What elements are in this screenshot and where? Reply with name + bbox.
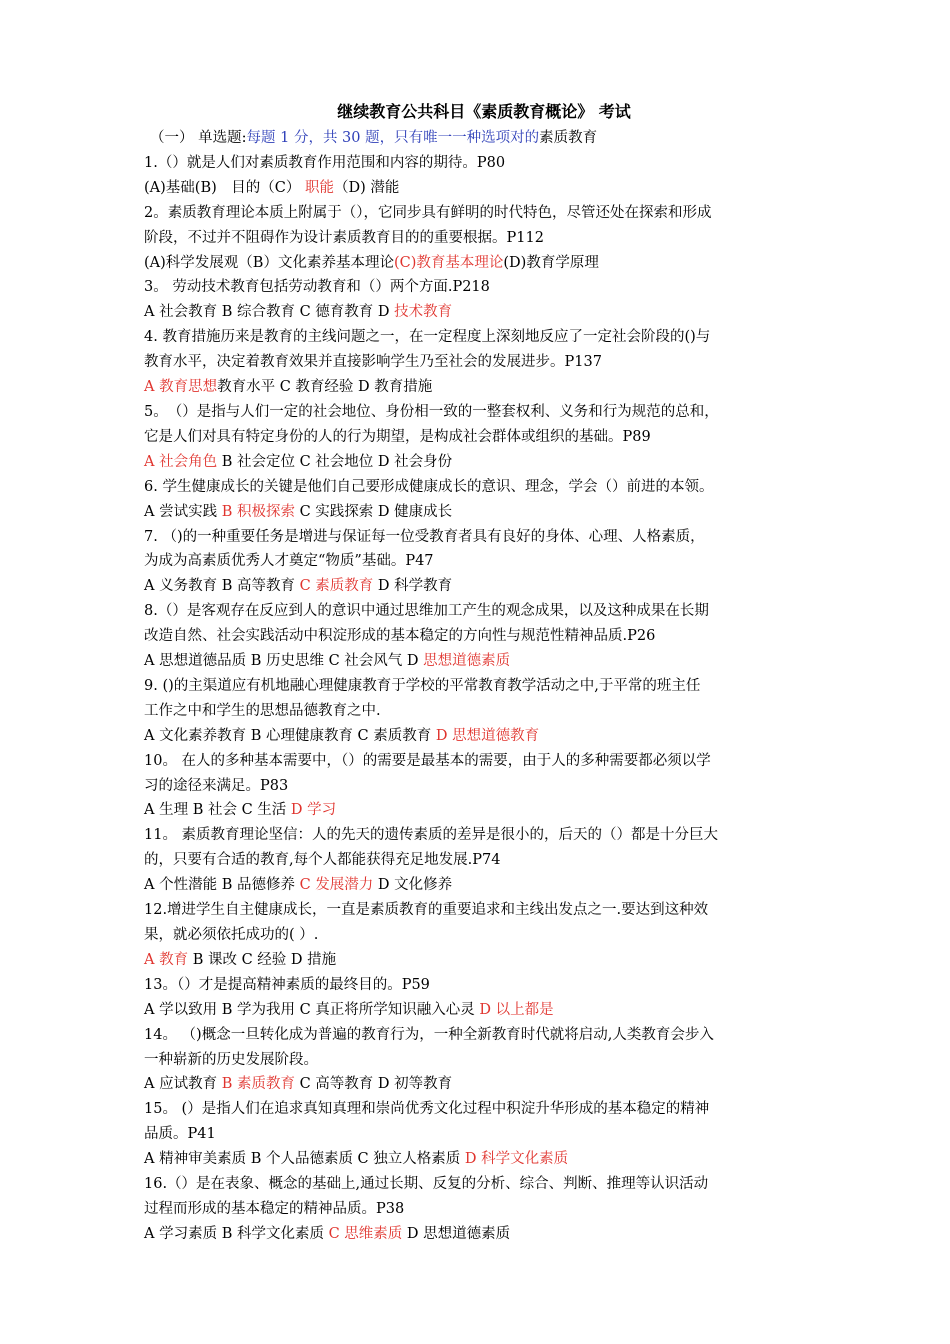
question-stem-cont: 的，只要有合适的教育,每个人都能获得充足地发展.P74 (144, 852, 501, 869)
answer: D 学习 (290, 802, 337, 819)
question-stem-cont: 过程而形成的基本稳定的精神品质。P38 (144, 1200, 405, 1217)
question-options: A 义务教育 B 高等教育 C 素质教育 D 科学教育 (144, 578, 453, 595)
question-options: A 教育思想教育水平 C 教育经验 D 教育措施 (144, 379, 433, 396)
question-stem-cont: 阶段，不过并不阻碍作为设计素质教育目的的重要根据。P112 (144, 229, 544, 246)
answer: B 素质教育 (221, 1076, 295, 1093)
answer: 思想道德素质 (423, 653, 511, 670)
question-options: A 文化素养教育 B 心理健康教育 C 素质教育 D 思想道德教育 (144, 727, 540, 744)
question-stem: 2。素质教育理论本质上附属于（），它同步具有鲜明的时代特色，尽管还处在探索和形成 (144, 204, 712, 221)
question-options: A 社会教育 B 综合教育 C 德育教育 D 技术教育 (144, 304, 453, 321)
question-options: (A)科学发展观（B）文化素养基本理论(C)教育基本理论(D)教育学原理 (144, 254, 599, 271)
section-heading: （一） 单选题:每题 1 分，共 30 题，只有唯一一种选项对的素质教育 (150, 130, 598, 146)
question-stem: 9. ()的主渠道应有机地融心理健康教育于学校的平常教育教学活动之中,于平常的班主任 (144, 677, 701, 694)
question-stem-cont: 它是人们对具有特定身份的人的行为期望，是构成社会群体或组织的基础。P89 (144, 428, 651, 445)
question-stem-cont: 习的途径来满足。P83 (144, 777, 289, 794)
question-stem: 16.（）是在表象、概念的基础上,通过长期、反复的分析、综合、判断、推理等认识活动 (144, 1176, 709, 1193)
question-stem: 12.增进学生自主健康成长，一直是素质教育的重要追求和主线出发点之一.要达到这种效 (144, 902, 709, 919)
answer: C 素质教育 (299, 578, 374, 595)
question-options: A 教育 B 课改 C 经验 D 措施 (144, 951, 337, 968)
question-options: A 精神审美素质 B 个人品德素质 C 独立人格素质 D 科学文化素质 (144, 1151, 569, 1168)
question-stem-cont: 为成为高素质优秀人才奠定“物质”基础。P47 (144, 553, 434, 570)
question-stem: 4. 教育措施历来是教育的主线问题之一，在一定程度上深刻地反应了一定社会阶段的()与 (144, 329, 711, 346)
question-stem: 11。 素质教育理论坚信：人的先天的遗传素质的差异是很小的，后天的（）都是十分巨大 (144, 827, 719, 844)
question-stem: 14。 （)概念一旦转化成为普遍的教育行为，一种全新教育时代就将启动,人类教育会步入 (144, 1026, 714, 1043)
question-options: A 社会角色 B 社会定位 C 社会地位 D 社会身份 (144, 453, 453, 470)
answer: A 教育 (144, 951, 189, 968)
question-stem-cont: 教育水平，决定着教育效果并直接影响学生乃至社会的发展进步。P137 (144, 354, 602, 371)
page-title: 继续教育公共科目《素质教育概论》 考试 (337, 102, 631, 121)
answer: C 思维素质 (328, 1225, 403, 1242)
document-body (144, 100, 824, 1247)
question-stem: 5。 （）是指与人们一定的社会地位、身份相一致的一整套权利、义务和行为规范的总和， (144, 403, 719, 420)
answer: 职能 (304, 179, 334, 196)
answer: D 思想道德教育 (435, 727, 540, 744)
question-stem-cont: 果，就必须依托成功的( ）. (144, 927, 319, 943)
question-options: A 应试教育 B 素质教育 C 高等教育 D 初等教育 (144, 1076, 453, 1093)
question-stem: 10。 在人的多种基本需要中，（）的需要是最基本的需要，由于人的多种需要都必须以学 (144, 752, 711, 769)
question-options: A 生理 B 社会 C 生活 D 学习 (144, 802, 337, 819)
question-stem: 15。 (）是指人们在追求真知真理和崇尚优秀文化过程中积淀升华形成的基本稳定的精神 (144, 1101, 710, 1118)
question-options: A 尝试实践 B 积极探索 C 实践探索 D 健康成长 (144, 503, 453, 520)
question-stem-cont: 品质。P41 (144, 1126, 216, 1143)
question-stem: 7. （)的一种重要任务是增进与保证每一位受教育者具有良好的身体、心理、人格素质， (144, 528, 705, 545)
answer: 技术教育 (394, 304, 453, 321)
question-stem: 1.（）就是人们对素质教育作用范围和内容的期待。P80 (144, 154, 506, 171)
answer: A 社会角色 (144, 453, 218, 470)
question-stem: 8.（）是客观存在反应到人的意识中通过思维加工产生的观念成果，以及这种成果在长期 (144, 603, 709, 620)
question-stem-cont: 工作之中和学生的思想品德教育之中. (144, 702, 381, 719)
question-options: A 个性潜能 B 品德修养 C 发展潜力 D 文化修养 (144, 877, 453, 894)
question-stem: 6. 学生健康成长的关键是他们自己要形成健康成长的意识、理念，学会（）前进的本领。 (144, 478, 714, 495)
question-options: A 思想道德品质 B 历史思维 C 社会风气 D 思想道德素质 (144, 653, 511, 670)
question-options: (A)基础(B) 目的（C） 职能（D) 潜能 (144, 179, 400, 196)
answer: D 以上都是 (479, 1001, 554, 1018)
answer: D 科学文化素质 (464, 1151, 569, 1168)
question-stem-cont: 一种崭新的历史发展阶段。 (144, 1051, 318, 1068)
question-stem: 3。 劳动技术教育包括劳动教育和（）两个方面.P218 (144, 279, 490, 296)
answer: (C)教育基本理论 (393, 254, 504, 271)
question-options: A 学以致用 B 学为我用 C 真正将所学知识融入心灵 D 以上都是 (144, 1001, 554, 1018)
answer: C 发展潜力 (299, 877, 374, 894)
section-note: 每题 1 分，共 30 题，只有唯一一种选项对的 (246, 130, 540, 146)
answer: B 积极探索 (221, 503, 295, 520)
answer: A 教育思想 (144, 379, 218, 396)
question-stem-cont: 改造自然、社会实践活动中积淀形成的基本稳定的方向性与规范性精神品质.P26 (144, 628, 656, 645)
question-options: A 学习素质 B 科学文化素质 C 思维素质 D 思想道德素质 (144, 1225, 511, 1242)
question-stem: 13。（）才是提高精神素质的最终目的。P59 (144, 976, 430, 993)
